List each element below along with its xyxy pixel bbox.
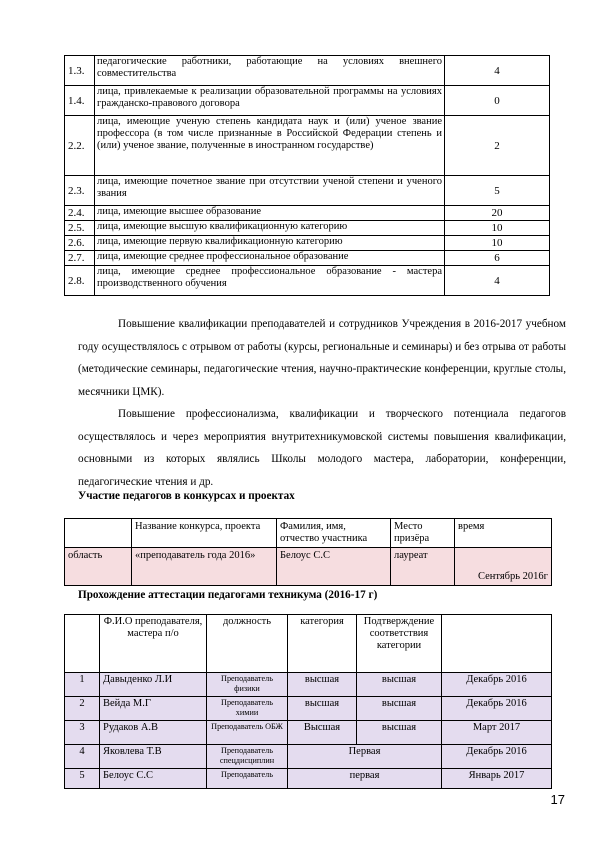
staff-table (64, 55, 550, 296)
table-row (65, 206, 550, 221)
table-row (65, 116, 550, 176)
paragraph-qualification: Повышение квалификации преподавателей и сотрудников Учреждения в 2016-2017 учебном году осуществлялось с отрывом от работы (курсы, региональные и семинары) и без отрыва от работы (методические семинары, педагогические чтения, научно-практические конференции, круглые столы, месячники ЦМК). (78, 318, 566, 398)
header-cell (65, 615, 100, 673)
table-row (65, 236, 550, 251)
row-number: 2.3. (65, 176, 95, 206)
category-merged: Первая (288, 745, 442, 769)
row-number: 2.5. (65, 221, 95, 236)
row-number: 2.6. (65, 236, 95, 251)
header-cell: Фамилия, имя, отчество участника (277, 519, 391, 548)
row-number: 2.8. (65, 266, 95, 296)
attestation-date: Декабрь 2016 (442, 745, 552, 769)
row-number: 1.4. (65, 86, 95, 116)
attestation-date: Январь 2017 (442, 769, 552, 789)
category-confirmation: высшая (357, 673, 442, 697)
attestation-date: Декабрь 2016 (442, 673, 552, 697)
row-number: 2 (65, 697, 100, 721)
row-description: лица, имеющие первую квалификационную категорию (95, 236, 445, 251)
attestation-table (64, 614, 552, 789)
header-cell: время (455, 519, 552, 548)
page-number: 17 (550, 792, 565, 807)
row-description: лица, имеющие высшее образование (95, 206, 445, 221)
header-cell: Ф.И.О преподавателя, мастера п/о (100, 615, 207, 673)
row-value: 2 (445, 116, 550, 176)
header-cell: категория (288, 615, 357, 673)
row-description: лица, имеющие высшую квалификационную категорию (95, 221, 445, 236)
category-merged: первая (288, 769, 442, 789)
paragraph-professionalism: Повышение профессионализма, квалификации и творческого потенциала педагогов осуществлялось и через мероприятия внутритехникумовской системы повышения квалификации, основными из которых являлись Школы молодого мастера, лаборатории, конференции, педагогические чтения и др. (78, 408, 566, 488)
category-confirmation: высшая (357, 721, 442, 745)
header-cell: должность (207, 615, 288, 673)
table-header-row (65, 519, 552, 548)
row-number: 5 (65, 769, 100, 789)
teacher-post: Преподаватель спецдисциплин (207, 745, 288, 769)
teacher-category: высшая (288, 673, 357, 697)
teacher-name: Яковлева Т.В (100, 745, 207, 769)
row-value: 0 (445, 86, 550, 116)
teacher-post: Преподаватель химии (207, 697, 288, 721)
teacher-category: высшая (288, 697, 357, 721)
row-number: 4 (65, 745, 100, 769)
attestation-date: Март 2017 (442, 721, 552, 745)
teacher-category: Высшая (288, 721, 357, 745)
header-cell (442, 615, 552, 673)
row-description: лица, имеющие среднее профессиональное образование - мастера производственного обучения (95, 266, 445, 296)
contests-table (64, 518, 552, 586)
table-row (65, 745, 552, 769)
teacher-name: Вейда М.Г (100, 697, 207, 721)
row-number: 2.4. (65, 206, 95, 221)
row-value: 4 (445, 56, 550, 86)
row-value: 10 (445, 221, 550, 236)
table-cell: Сентябрь 2016г (455, 548, 552, 586)
teacher-post: Преподаватель физики (207, 673, 288, 697)
table-row (65, 176, 550, 206)
row-description: лица, имеющие среднее профессиональное образование (95, 251, 445, 266)
table-row (65, 548, 552, 586)
table-row (65, 86, 550, 116)
row-description: лица, привлекаемые к реализации образовательной программы на условиях гражданско-правового договора (95, 86, 445, 116)
row-description: педагогические работники, работающие на условиях внешнего совместительства (95, 56, 445, 86)
table-cell: «преподаватель года 2016» (132, 548, 277, 586)
table-row (65, 221, 550, 236)
row-number: 1 (65, 673, 100, 697)
row-value: 10 (445, 236, 550, 251)
attestation-heading: Прохождение аттестации педагогами техникума (2016-17 г) (78, 589, 378, 601)
table-cell: лауреат (391, 548, 455, 586)
row-number: 2.2. (65, 116, 95, 176)
header-cell: Место призёра (391, 519, 455, 548)
row-number: 3 (65, 721, 100, 745)
category-confirmation: высшая (357, 697, 442, 721)
row-value: 20 (445, 206, 550, 221)
table-row (65, 251, 550, 266)
header-cell (65, 519, 132, 548)
table-row (65, 697, 552, 721)
table-row (65, 673, 552, 697)
teacher-name: Давыденко Л.И (100, 673, 207, 697)
row-value: 4 (445, 266, 550, 296)
table-row (65, 721, 552, 745)
table-row (65, 266, 550, 296)
header-cell: Подтверждение соответствия категории (357, 615, 442, 673)
row-number: 2.7. (65, 251, 95, 266)
row-number: 1.3. (65, 56, 95, 86)
table-cell: область (65, 548, 132, 586)
row-description: лица, имеющие ученую степень кандидата наук и (или) ученое звание профессора (в том числе признанные в Российской Федерации степень и (или) ученое звание, полученные в иностранном государстве) (95, 116, 445, 176)
table-row (65, 56, 550, 86)
teacher-name: Белоус С.С (100, 769, 207, 789)
teacher-name: Рудаков А.В (100, 721, 207, 745)
row-value: 6 (445, 251, 550, 266)
teacher-post: Преподаватель ОБЖ (207, 721, 288, 745)
table-row (65, 769, 552, 789)
header-cell: Название конкурса, проекта (132, 519, 277, 548)
row-value: 5 (445, 176, 550, 206)
row-description: лица, имеющие почетное звание при отсутствии ученой степени и ученого звания (95, 176, 445, 206)
attestation-date: Декабрь 2016 (442, 697, 552, 721)
table-cell: Белоус С.С (277, 548, 391, 586)
table-header-row (65, 615, 552, 673)
contests-heading: Участие педагогов в конкурсах и проектах (78, 490, 295, 502)
teacher-post: Преподаватель (207, 769, 288, 789)
